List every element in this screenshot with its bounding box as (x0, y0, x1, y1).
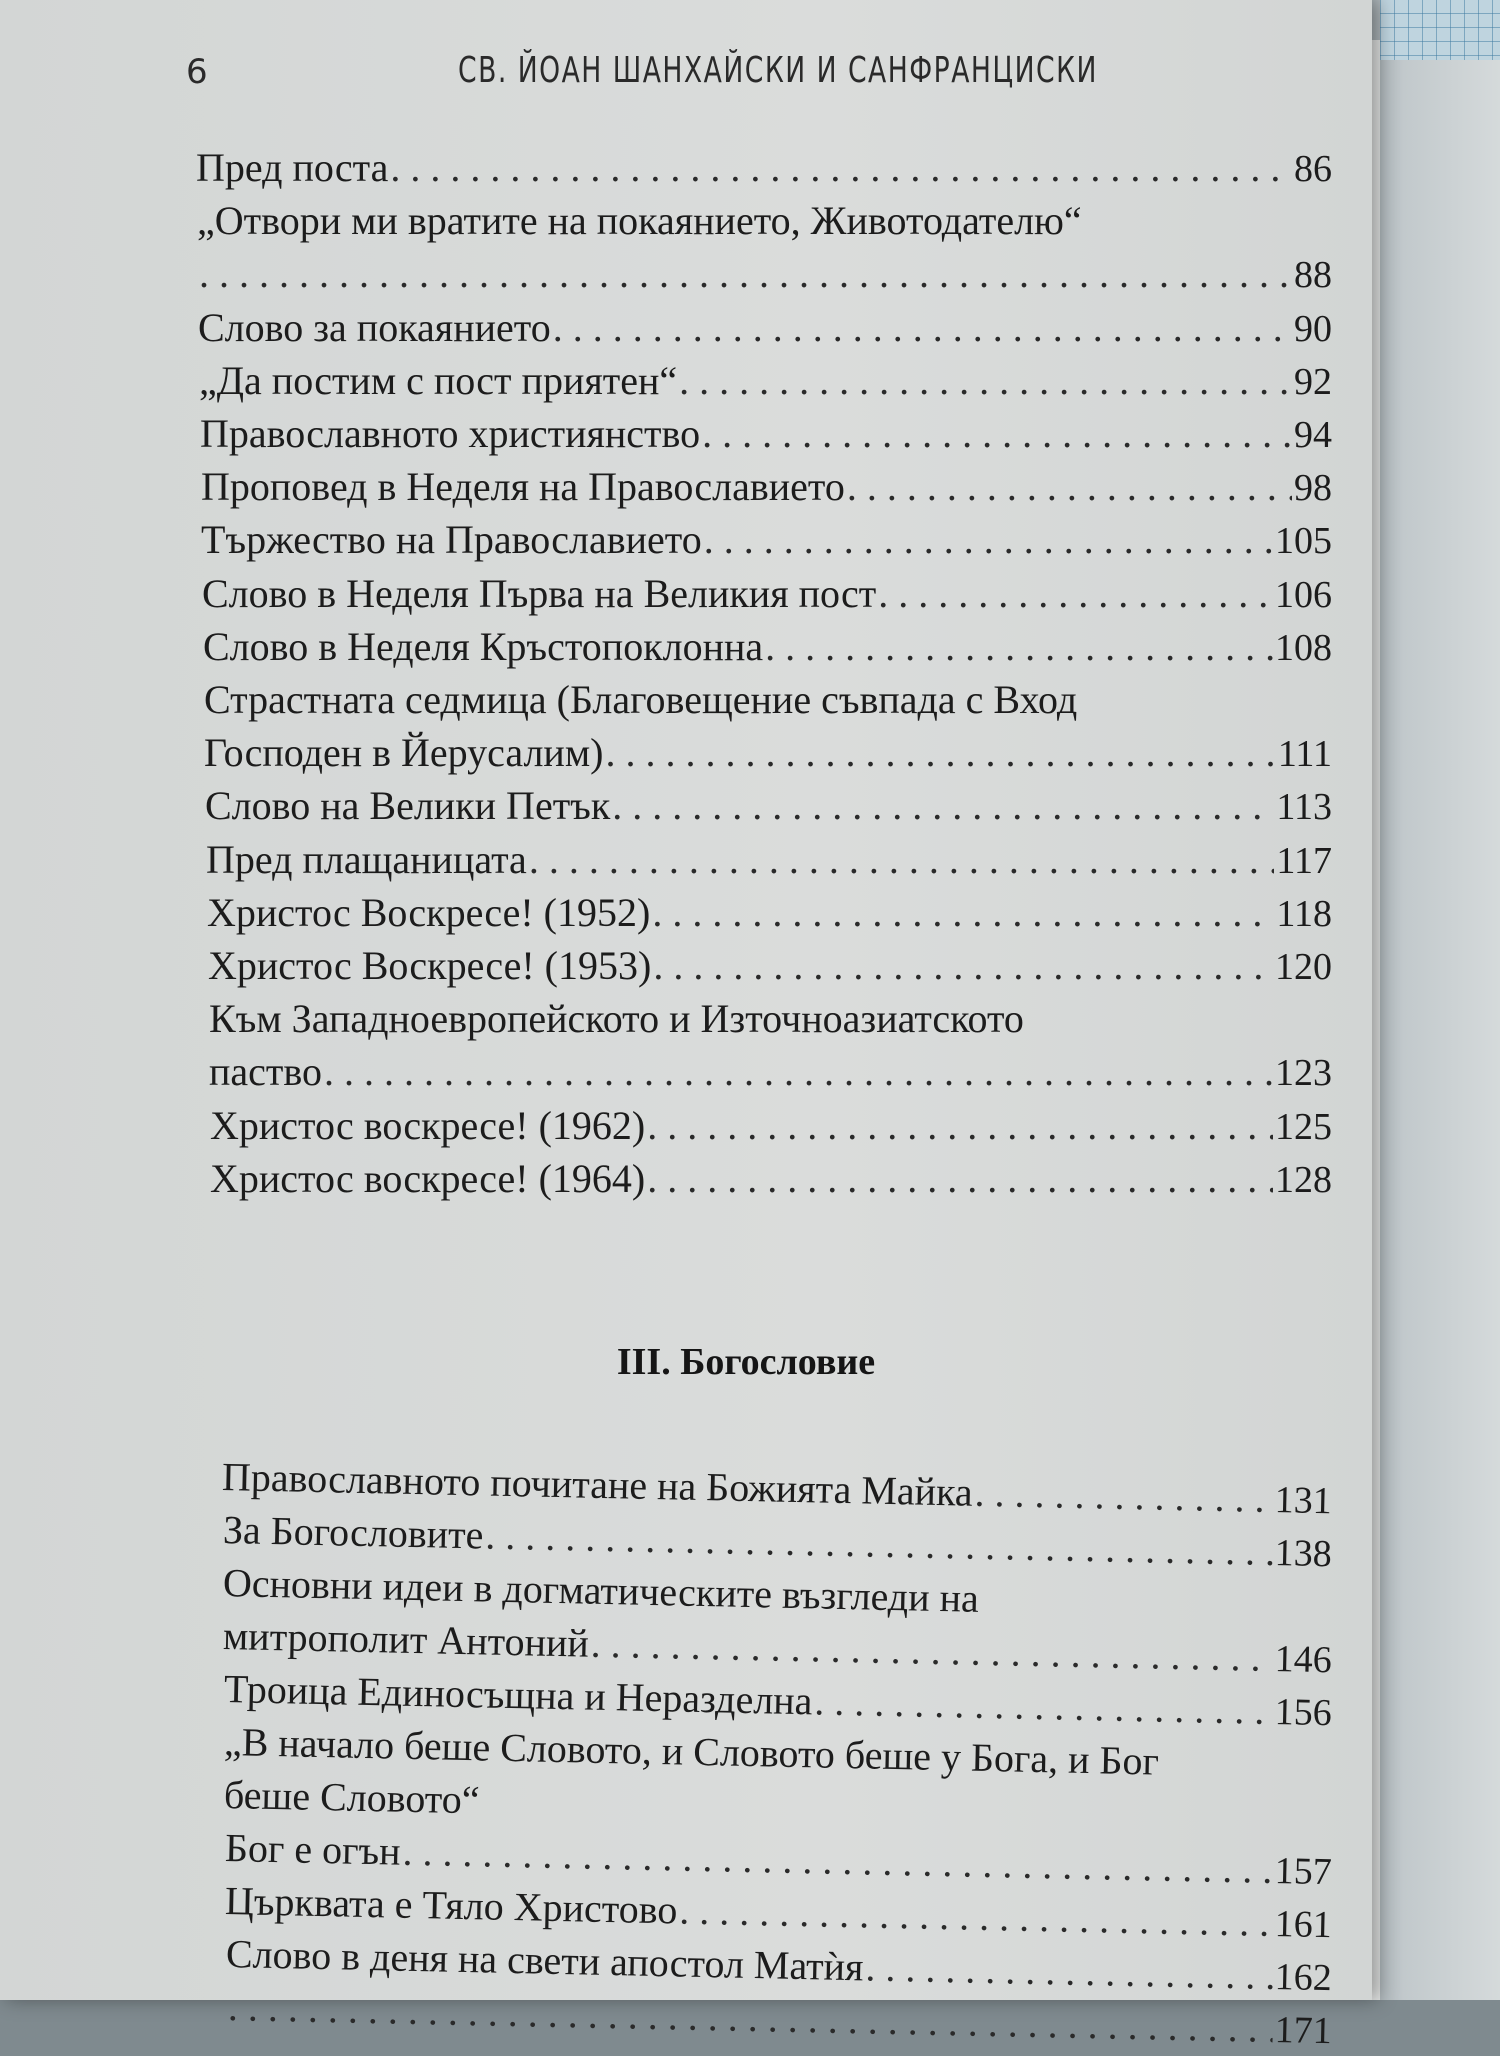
dot-leader (704, 515, 1273, 565)
dot-leader (605, 728, 1275, 778)
toc-entry (208, 941, 1332, 992)
toc-entry-page-number: 131 (1274, 1479, 1333, 1523)
toc-entry-title: Христос Воскресе! (1952) (207, 889, 651, 935)
toc-entry-title-line: Към Западноевропейското и Източноазиатското (209, 996, 1024, 1042)
toc-entry-title: Пред плащаницата (206, 836, 527, 882)
toc-entry-page-number: 86 (1294, 148, 1332, 190)
toc-entry-title-line: Основни идеи в догматическите възгледи на (222, 1560, 980, 1621)
toc-entry (201, 515, 1332, 566)
background-grid-pattern (1380, 0, 1500, 60)
dot-leader (702, 409, 1292, 459)
toc-entry-title: Господен в Йерусалим) (204, 730, 604, 776)
toc-entry (210, 1154, 1332, 1205)
toc-entry-page-number: 105 (1275, 520, 1332, 563)
toc-entry (210, 1101, 1332, 1152)
toc-entry-title: Бог е огън (224, 1825, 402, 1874)
toc-entry-title-line: „В начало беше Словото, и Словото беше у Бога, и Бог (223, 1719, 1160, 1784)
toc-entry-page-number: 88 (1294, 254, 1332, 297)
toc-entry-title: Църквата е Тяло Христово (224, 1878, 678, 1933)
dot-leader (679, 356, 1292, 406)
toc-entry-title: „Да постим с пост приятен“ (199, 357, 678, 403)
toc-entry-title: Троица Единосъщна и Неразделна (223, 1666, 813, 1724)
toc-entry-page-number: 92 (1294, 360, 1332, 403)
toc-entry-title: паство (209, 1049, 323, 1095)
toc-entry-title: Тържество на Православието (201, 517, 702, 563)
toc-entry-title: Христос воскресе! (1964) (210, 1155, 646, 1201)
dot-leader (390, 143, 1292, 193)
toc-entry-page-number: 113 (1276, 786, 1332, 829)
toc-entry (200, 409, 1332, 460)
dot-leader (647, 1154, 1273, 1204)
toc-entry-title: Христос воскресе! (1962) (210, 1102, 646, 1148)
toc-entry-page-number: 108 (1275, 626, 1332, 669)
toc-entry-title: Пред поста (196, 145, 389, 190)
toc-entry-page-number: 125 (1275, 1105, 1332, 1148)
toc-entry-page-number: 118 (1276, 892, 1332, 935)
toc-entry-page-number: 162 (1274, 1955, 1333, 2000)
section-heading (0, 1340, 1372, 1384)
toc-entry-page-number: 120 (1275, 946, 1332, 988)
toc-entry (203, 622, 1332, 673)
dot-leader (652, 888, 1274, 938)
toc-entry-title: Слово на Велики Петък (205, 783, 611, 829)
toc-entry-title: Христос Воскресе! (1953) (208, 943, 652, 988)
toc-entry (205, 781, 1332, 832)
toc-entry-page-number: 106 (1275, 573, 1332, 616)
toc-entry-title: Православното християнство (200, 411, 701, 456)
dot-leader (679, 1886, 1273, 1948)
page-header (0, 40, 1372, 110)
toc-entry-page-number: 161 (1274, 1902, 1333, 1947)
toc-entry-page-number: 123 (1275, 1052, 1332, 1095)
toc-entry (207, 888, 1332, 939)
toc-entry-page-number: 117 (1276, 839, 1332, 882)
dot-leader (612, 781, 1274, 831)
toc-entry (199, 356, 1332, 407)
toc-entry-page-number: 146 (1274, 1638, 1333, 1682)
toc-entry-title: Слово в Неделя Кръстопоклонна (203, 623, 764, 669)
toc-entry-page-number: 98 (1294, 467, 1332, 510)
toc-entry-page-number: 94 (1294, 414, 1332, 456)
toc-entry-page-number: 138 (1274, 1532, 1333, 1576)
dot-leader (847, 462, 1292, 512)
toc-entry-title-line: Страстната седмица (Благовещение съвпада с Вход (204, 677, 1078, 722)
section-heading-text: III. Богословие (616, 1341, 876, 1383)
toc-entry-page-number: 156 (1274, 1691, 1333, 1735)
dot-leader (199, 249, 1292, 299)
toc-entry-title: Слово в деня на свети апостол Матѝя (225, 1931, 864, 1990)
page-number: 6 (186, 52, 208, 92)
toc-entry (206, 835, 1332, 886)
dot-leader (765, 622, 1273, 672)
toc-entry (209, 1047, 1332, 1098)
toc-entry (198, 303, 1332, 354)
toc-entry-title: беше Словото“ (223, 1772, 481, 1823)
dot-leader (865, 1942, 1273, 2001)
toc-entry-page-number: 128 (1275, 1158, 1332, 1201)
toc-entry (204, 728, 1332, 779)
toc-entry-title: Православното почитане на Божията Майка (221, 1454, 974, 1515)
toc-entry (201, 462, 1332, 513)
dot-leader (324, 1047, 1273, 1097)
dot-leader (647, 1101, 1273, 1151)
toc-entry-page-number: 157 (1274, 1849, 1333, 1894)
toc-entry (196, 143, 1332, 194)
dot-leader (878, 569, 1273, 619)
toc-entry (197, 249, 1332, 300)
toc-entry (202, 569, 1332, 620)
dot-leader (974, 1468, 1273, 1524)
toc-entry-page-number: 171 (1274, 2008, 1333, 2053)
toc-entry-title: Слово в Неделя Първа на Великия пост (202, 570, 877, 616)
toc-entry-title: митрополит Антоний (222, 1613, 590, 1666)
dot-leader (529, 835, 1275, 885)
running-title: СВ. ЙОАН ШАНХАЙСКИ И САНФРАНЦИСКИ (458, 50, 1098, 91)
dot-leader (814, 1676, 1273, 1736)
toc-entry-page-number: 90 (1294, 307, 1332, 350)
toc-entry-title-line: „Отвори ми вратите на покаянието, Животодателю“ (197, 198, 1082, 244)
toc-entry-title: Слово за покаянието (198, 304, 551, 350)
toc-entry-title: За Богословите (222, 1507, 484, 1558)
dot-leader (653, 941, 1273, 991)
dot-leader (553, 303, 1292, 353)
toc-entry-title: Проповед в Неделя на Православието (201, 464, 845, 510)
toc-entry-page-number: 111 (1277, 733, 1332, 776)
